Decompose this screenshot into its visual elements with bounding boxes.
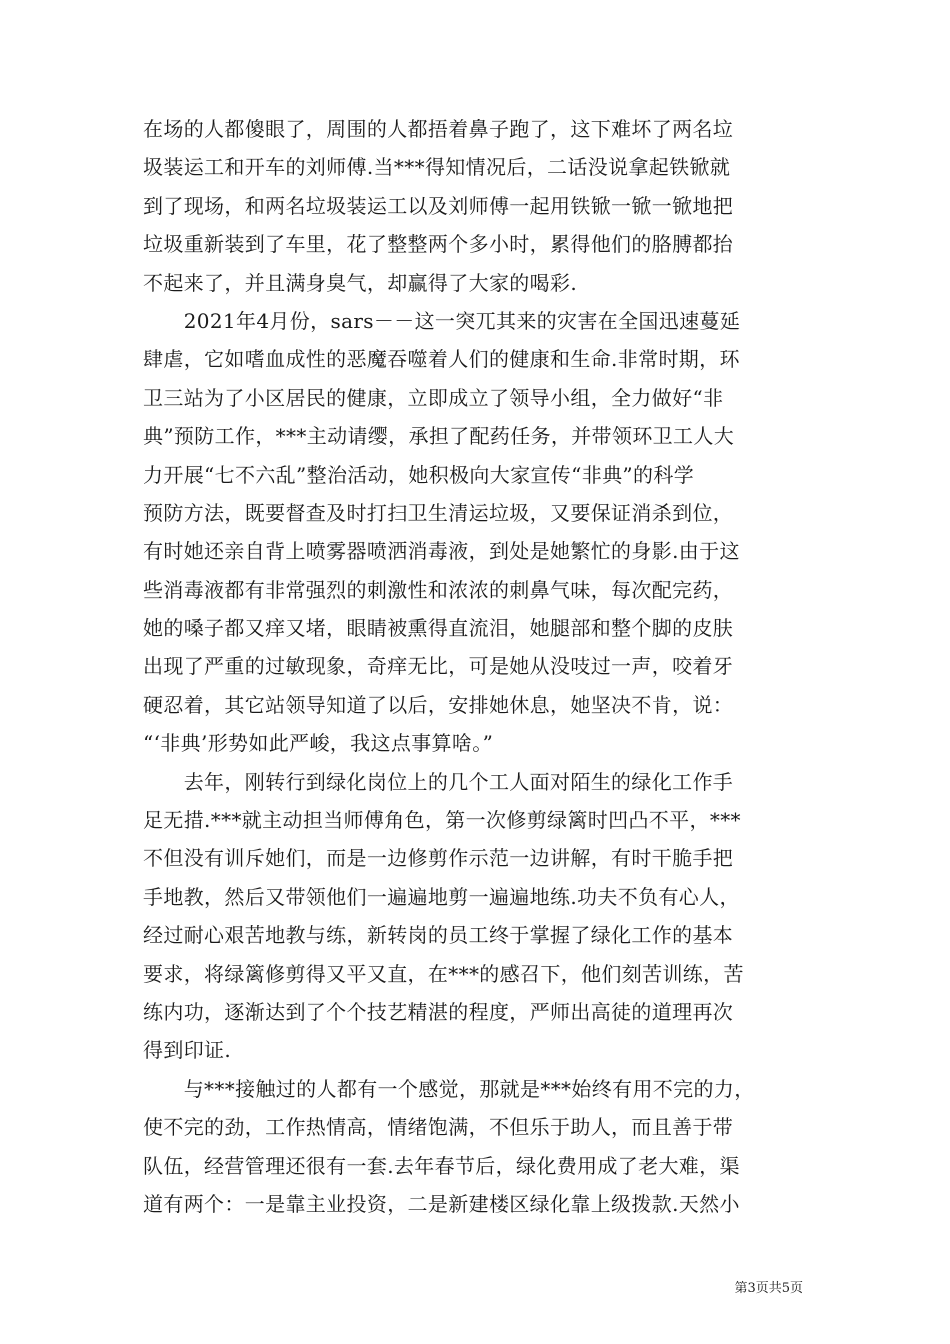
text-line: 道有两个：一是靠主业投资，二是新建楼区绿化靠上级拨款.天然小 bbox=[143, 1191, 740, 1216]
text-line: 硬忍着，其它站领导知道了以后，安排她休息，她坚决不肯，说： bbox=[143, 692, 734, 717]
text-line: 得到印证. bbox=[143, 1038, 232, 1063]
text-line: 预防方法，既要督查及时打扫卫生清运垃圾，又要保证消杀到位， bbox=[143, 500, 734, 525]
text-line: 手地教，然后又带领他们一遍遍地剪一遍遍地练.功夫不负有心人， bbox=[143, 884, 740, 909]
text-line: 不起来了，并且满身臭气，却赢得了大家的喝彩. bbox=[143, 270, 578, 295]
text-line: “‘非典’形势如此严峻，我这点事算啥。” bbox=[143, 731, 494, 756]
text-line: 有时她还亲自背上喷雾器喷洒消毒液，到处是她繁忙的身影.由于这 bbox=[143, 539, 740, 564]
text-line: 她的嗓子都又痒又堵，眼睛被熏得直流泪，她腿部和整个脚的皮肤 bbox=[143, 616, 734, 641]
page-number: 第3页共5页 bbox=[734, 1281, 803, 1296]
text-line: 些消毒液都有非常强烈的刺激性和浓浓的刺鼻气味，每次配完药， bbox=[143, 577, 734, 602]
text-line: 到了现场，和两名垃圾装运工以及刘师傅一起用铁锨一锨一锨地把 bbox=[143, 193, 734, 218]
text-line: 圾装运工和开车的刘师傅.当***得知情况后，二话没说拿起铁锨就 bbox=[143, 155, 731, 180]
text-line: 队伍，经营管理还很有一套.去年春节后，绿化费用成了老大难，渠 bbox=[143, 1153, 740, 1178]
text-line: 去年，刚转行到绿化岗位上的几个工人面对陌生的绿化工作手 bbox=[143, 769, 734, 794]
text-line: 典”预防工作，***主动请缨，承担了配药任务，并带领环卫工人大 bbox=[143, 424, 735, 449]
document-body bbox=[143, 110, 807, 1223]
text-line: 卫三站为了小区居民的健康，立即成立了领导小组，全力做好“非 bbox=[143, 385, 724, 410]
text-line: 不但没有训斥她们，而是一边修剪作示范一边讲解，有时干脆手把 bbox=[143, 846, 734, 871]
text-line: 垃圾重新装到了车里，花了整整两个多小时，累得他们的胳膊都抬 bbox=[143, 232, 734, 257]
text-line: 要求，将绿篱修剪得又平又直，在***的感召下，他们刻苦训练，苦 bbox=[143, 961, 744, 986]
text-line: 练内功，逐渐达到了个个技艺精湛的程度，严师出高徒的道理再次 bbox=[143, 999, 734, 1024]
text-line: 足无措.***就主动担当师傅角色，第一次修剪绿篱时凹凸不平，*** bbox=[143, 808, 741, 833]
text-line: 经过耐心艰苦地教与练，新转岗的员工终于掌握了绿化工作的基本 bbox=[143, 923, 734, 948]
text-line: 肆虐，它如嗜血成性的恶魔吞噬着人们的健康和生命.非常时期，环 bbox=[143, 347, 740, 372]
text-line: 出现了严重的过敏现象，奇痒无比，可是她从没吱过一声，咬着牙 bbox=[143, 654, 734, 679]
text-line: 力开展“七不六乱”整治活动，她积极向大家宣传“非典”的科学 bbox=[143, 462, 695, 487]
text-line: 使不完的劲，工作热情高，情绪饱满，不但乐于助人，而且善于带 bbox=[143, 1115, 734, 1140]
text-line: 与***接触过的人都有一个感觉，那就是***始终有用不完的力， bbox=[143, 1076, 755, 1101]
text-line: 2021年4月份，sars－－这一突兀其来的灾害在全国迅速蔓延 bbox=[143, 308, 741, 333]
text-line: 在场的人都傻眼了，周围的人都捂着鼻子跑了，这下难坏了两名垃 bbox=[143, 117, 734, 141]
